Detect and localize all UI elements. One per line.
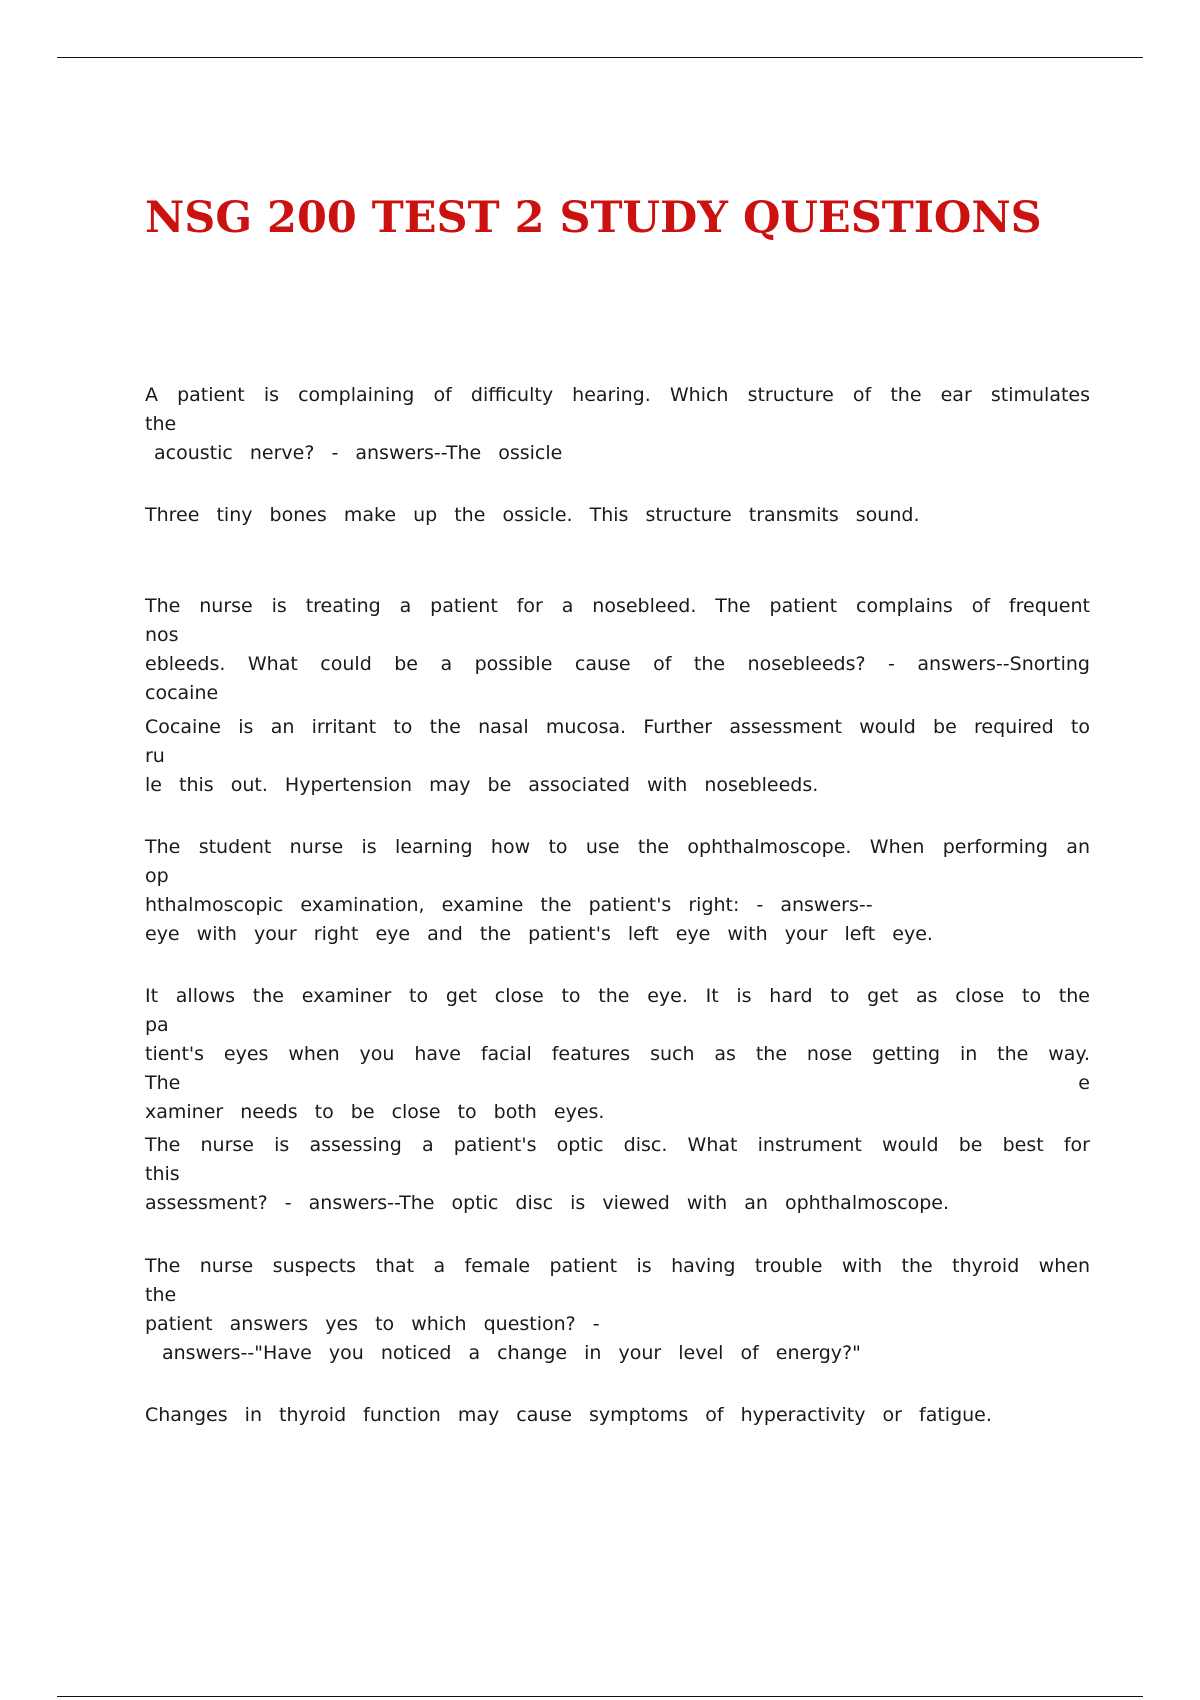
paragraph-line: eye with your right eye and the patient's left eye with your left eye. [145,923,933,945]
paragraph-line: The nurse is assessing a patient's optic disc. What instrument would be best for this [145,1134,1090,1185]
paragraph-line: It allows the examiner to get close to the eye. It is hard to get as close to the pa [145,985,1090,1036]
paragraph-line: Cocaine is an irritant to the nasal mucosa. Further assessment would be required to ru [145,716,1090,767]
paragraph-line: answers--"Have you noticed a change in your level of energy?" [162,1342,861,1364]
paragraph-question-1 [145,381,1090,468]
top-rule [57,57,1143,58]
paragraph-question-4 [145,1131,1090,1218]
paragraph-line: patient answers yes to which question? - [145,1313,600,1335]
paragraph-line: The student nurse is learning how to use the ophthalmoscope. When performing an op [145,836,1090,887]
paragraph-answer-5 [145,1401,1090,1430]
paragraph-line: Three tiny bones make up the ossicle. This structure transmits sound. [145,504,920,526]
paragraph-line: A patient is complaining of difficulty hearing. Which structure of the ear stimulates the [145,384,1090,435]
paragraph-line: acoustic nerve? - answers--The ossicle [154,442,563,464]
paragraph-question-2 [145,592,1090,708]
paragraph-line: tient's eyes when you have facial features such as the nose getting in the way. The e [145,1043,1090,1094]
paragraph-line: The nurse is treating a patient for a nosebleed. The patient complains of frequent nos [145,595,1090,646]
paragraph-answer-3 [145,982,1090,1127]
paragraph-question-3 [145,833,1090,949]
bottom-rule [57,1696,1143,1697]
paragraph-line: assessment? - answers--The optic disc is viewed with an ophthalmoscope. [145,1192,949,1214]
paragraph-line: hthalmoscopic examination, examine the patient's right: - answers-- [145,894,873,916]
paragraph-line: The nurse suspects that a female patient is having trouble with the thyroid when the [145,1255,1090,1306]
paragraph-question-5 [145,1252,1090,1368]
paragraph-line: ebleeds. What could be a possible cause of the nosebleeds? - answers--Snorting cocaine [145,653,1090,704]
paragraph-line: le this out. Hypertension may be associated with nosebleeds. [145,774,819,796]
paragraph-answer-1 [145,501,1090,530]
document-title: NSG 200 TEST 2 STUDY QUESTIONS [145,193,1042,243]
paragraph-answer-2 [145,713,1090,800]
paragraph-line: Changes in thyroid function may cause symptoms of hyperactivity or fatigue. [145,1404,992,1426]
paragraph-line: xaminer needs to be close to both eyes. [145,1101,605,1123]
